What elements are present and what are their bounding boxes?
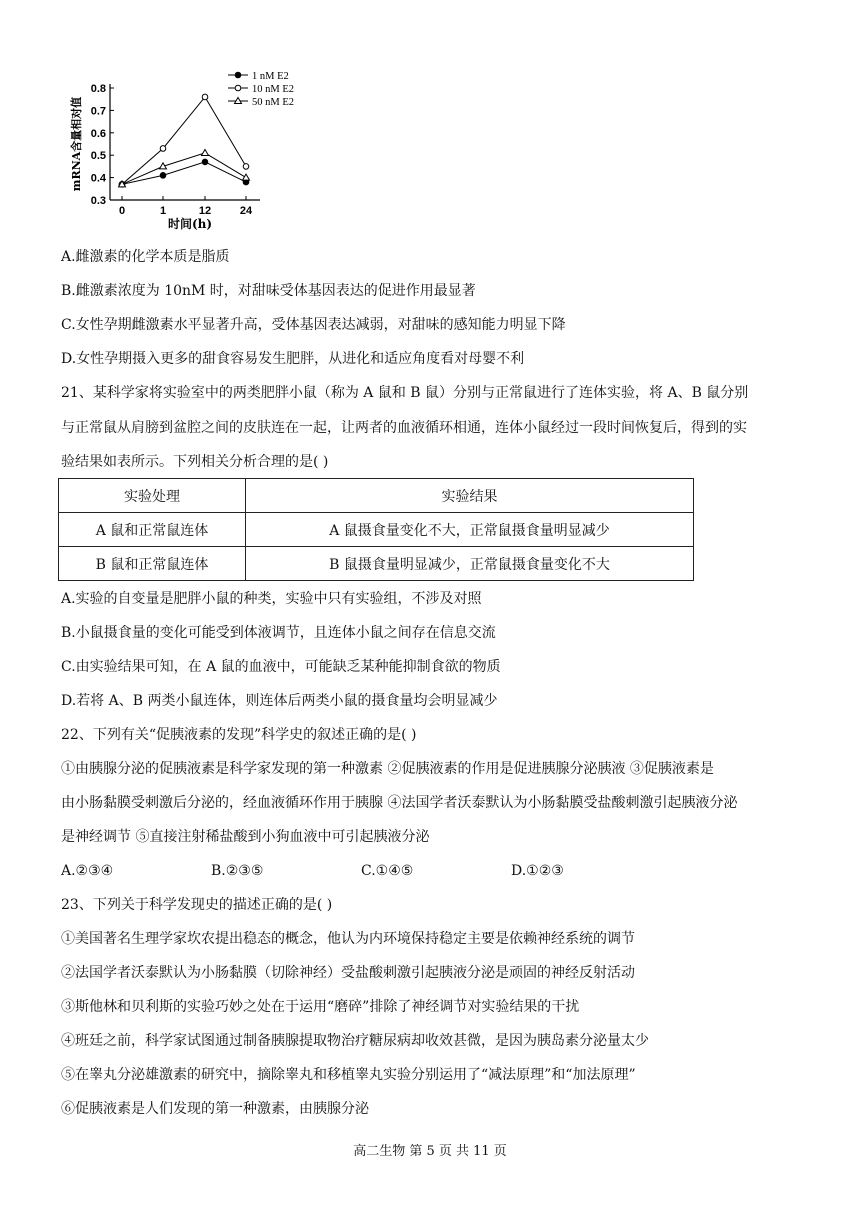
- legend-label: 1 nM E2: [252, 71, 289, 82]
- y-tick-label: 0.7: [90, 105, 106, 118]
- mrna-line-chart: [60, 60, 320, 230]
- x-axis-label: 时间(h): [167, 217, 213, 230]
- q23-statement-2: ②法国学者沃泰默认为小肠黏膜（切除神经）受盐酸刺激引起胰液分泌是顽固的神经反射活动: [61, 965, 635, 981]
- legend-label: 10 nM E2: [252, 84, 294, 95]
- q23-stem: 23、下列关于科学发现史的描述正确的是( ): [61, 897, 333, 913]
- q22-option-d: D.①②③: [511, 863, 564, 879]
- q22-option-b: B.②③⑤: [211, 863, 264, 879]
- data-point: [243, 164, 249, 170]
- data-point: [160, 173, 166, 179]
- chart-svg: [60, 60, 320, 230]
- series-line-2: [122, 97, 246, 184]
- data-point: [202, 149, 209, 155]
- q21-stem-line-3: 验结果如表所示。下列相关分析合理的是( ): [61, 454, 329, 470]
- q20-option-b: B.雌激素浓度为 10nM 时，对甜味受体基因表达的促进作用最显著: [61, 283, 476, 299]
- table-cell: B 鼠摄食量明显减少，正常鼠摄食量变化不大: [246, 547, 694, 581]
- q22-stem-line-3: 由小肠黏膜受刺激后分泌的，经血液循环作用于胰腺 ④法国学者沃泰默认为小肠黏膜受盐酸刺激引起胰液分泌: [61, 795, 738, 811]
- x-tick-label: 12: [198, 205, 212, 217]
- q20-option-d: D.女性孕期摄入更多的甜食容易发生肥胖，从进化和适应角度看对母婴不利: [61, 351, 525, 367]
- legend-label: 50 nM E2: [252, 97, 294, 108]
- q22-option-c: C.①④⑤: [361, 863, 414, 879]
- q23-statement-1: ①美国著名生理学家坎农提出稳态的概念，他认为内环境保持稳定主要是依赖神经系统的调节: [61, 931, 635, 947]
- table-row: [59, 513, 694, 547]
- q21-option-a: A.实验的自变量是肥胖小鼠的种类，实验中只有实验组，不涉及对照: [61, 591, 482, 607]
- legend-marker: [235, 85, 241, 91]
- q20-option-c: C.女性孕期雌激素水平显著升高，受体基因表达减弱，对甜味的感知能力明显下降: [61, 317, 566, 333]
- legend-marker: [235, 72, 241, 78]
- q22-stem-line-4: 是神经调节 ⑤直接注射稀盐酸到小狗血液中可引起胰液分泌: [61, 829, 430, 845]
- data-point: [160, 146, 166, 152]
- y-axis-label: mRNA含量相对值: [70, 96, 83, 192]
- series-line-1: [122, 162, 246, 184]
- q23-statement-5: ⑤在睾丸分泌雄激素的研究中，摘除睾丸和移植睾丸实验分别运用了“减法原理”和“加法原理”: [61, 1067, 636, 1083]
- y-tick-label: 0.5: [90, 150, 106, 163]
- q21-option-b: B.小鼠摄食量的变化可能受到体液调节，且连体小鼠之间存在信息交流: [61, 625, 496, 641]
- q22-option-a: A.②③④: [61, 863, 114, 879]
- table-header-cell: 实验结果: [246, 479, 694, 513]
- q23-statement-3: ③斯他林和贝利斯的实验巧妙之处在于运用“磨碎”排除了神经调节对实验结果的干扰: [61, 999, 580, 1015]
- x-tick-label: 1: [159, 205, 167, 217]
- x-tick-label: 24: [239, 205, 253, 217]
- y-tick-label: 0.4: [90, 172, 106, 185]
- data-point: [202, 94, 208, 100]
- table-header-cell: 实验处理: [59, 479, 246, 513]
- table-cell: B 鼠和正常鼠连体: [59, 547, 246, 581]
- table-cell: A 鼠和正常鼠连体: [59, 513, 246, 547]
- q23-statement-4: ④班廷之前，科学家试图通过制备胰腺提取物治疗糖尿病却收效甚微，是因为胰岛素分泌量太少: [61, 1033, 649, 1049]
- q21-results-table: [58, 478, 694, 581]
- data-point: [202, 159, 208, 165]
- q22-stem-line-1: 22、下列有关“促胰液素的发现”科学史的叙述正确的是( ): [61, 727, 417, 743]
- y-tick-label: 0.6: [90, 127, 106, 140]
- table-header-row: [59, 479, 694, 513]
- q21-option-d: D.若将 A、B 两类小鼠连体，则连体后两类小鼠的摄食量均会明显减少: [61, 693, 498, 709]
- q21-stem-line-2: 与正常鼠从肩膀到盆腔之间的皮肤连在一起，让两者的血液循环相通，连体小鼠经过一段时间恢复后，得到的实: [61, 420, 747, 436]
- data-point: [243, 174, 250, 180]
- q21-option-c: C.由实验结果可知，在 A 鼠的血液中，可能缺乏某种能抑制食欲的物质: [61, 659, 501, 675]
- table-row: [59, 547, 694, 581]
- page-footer: 高二生物 第 5 页 共 11 页: [353, 1144, 507, 1159]
- q20-option-a: A.雌激素的化学本质是脂质: [61, 249, 230, 265]
- q22-options-row: [61, 861, 761, 881]
- x-tick-label: 0: [118, 205, 126, 217]
- q21-stem-line-1: 21、某科学家将实验室中的两类肥胖小鼠（称为 A 鼠和 B 鼠）分别与正常鼠进行了连体实验，将 A、B 鼠分别: [61, 385, 749, 401]
- table-cell: A 鼠摄食量变化不大，正常鼠摄食量明显减少: [246, 513, 694, 547]
- y-tick-label: 0.8: [90, 83, 106, 95]
- q22-stem-line-2: ①由胰腺分泌的促胰液素是科学家发现的第一种激素 ②促胰液素的作用是促进胰腺分泌胰液 ③促胰液素是: [61, 761, 714, 777]
- y-tick-label: 0.3: [90, 195, 106, 207]
- q23-statement-6: ⑥促胰液素是人们发现的第一种激素，由胰腺分泌: [61, 1101, 369, 1117]
